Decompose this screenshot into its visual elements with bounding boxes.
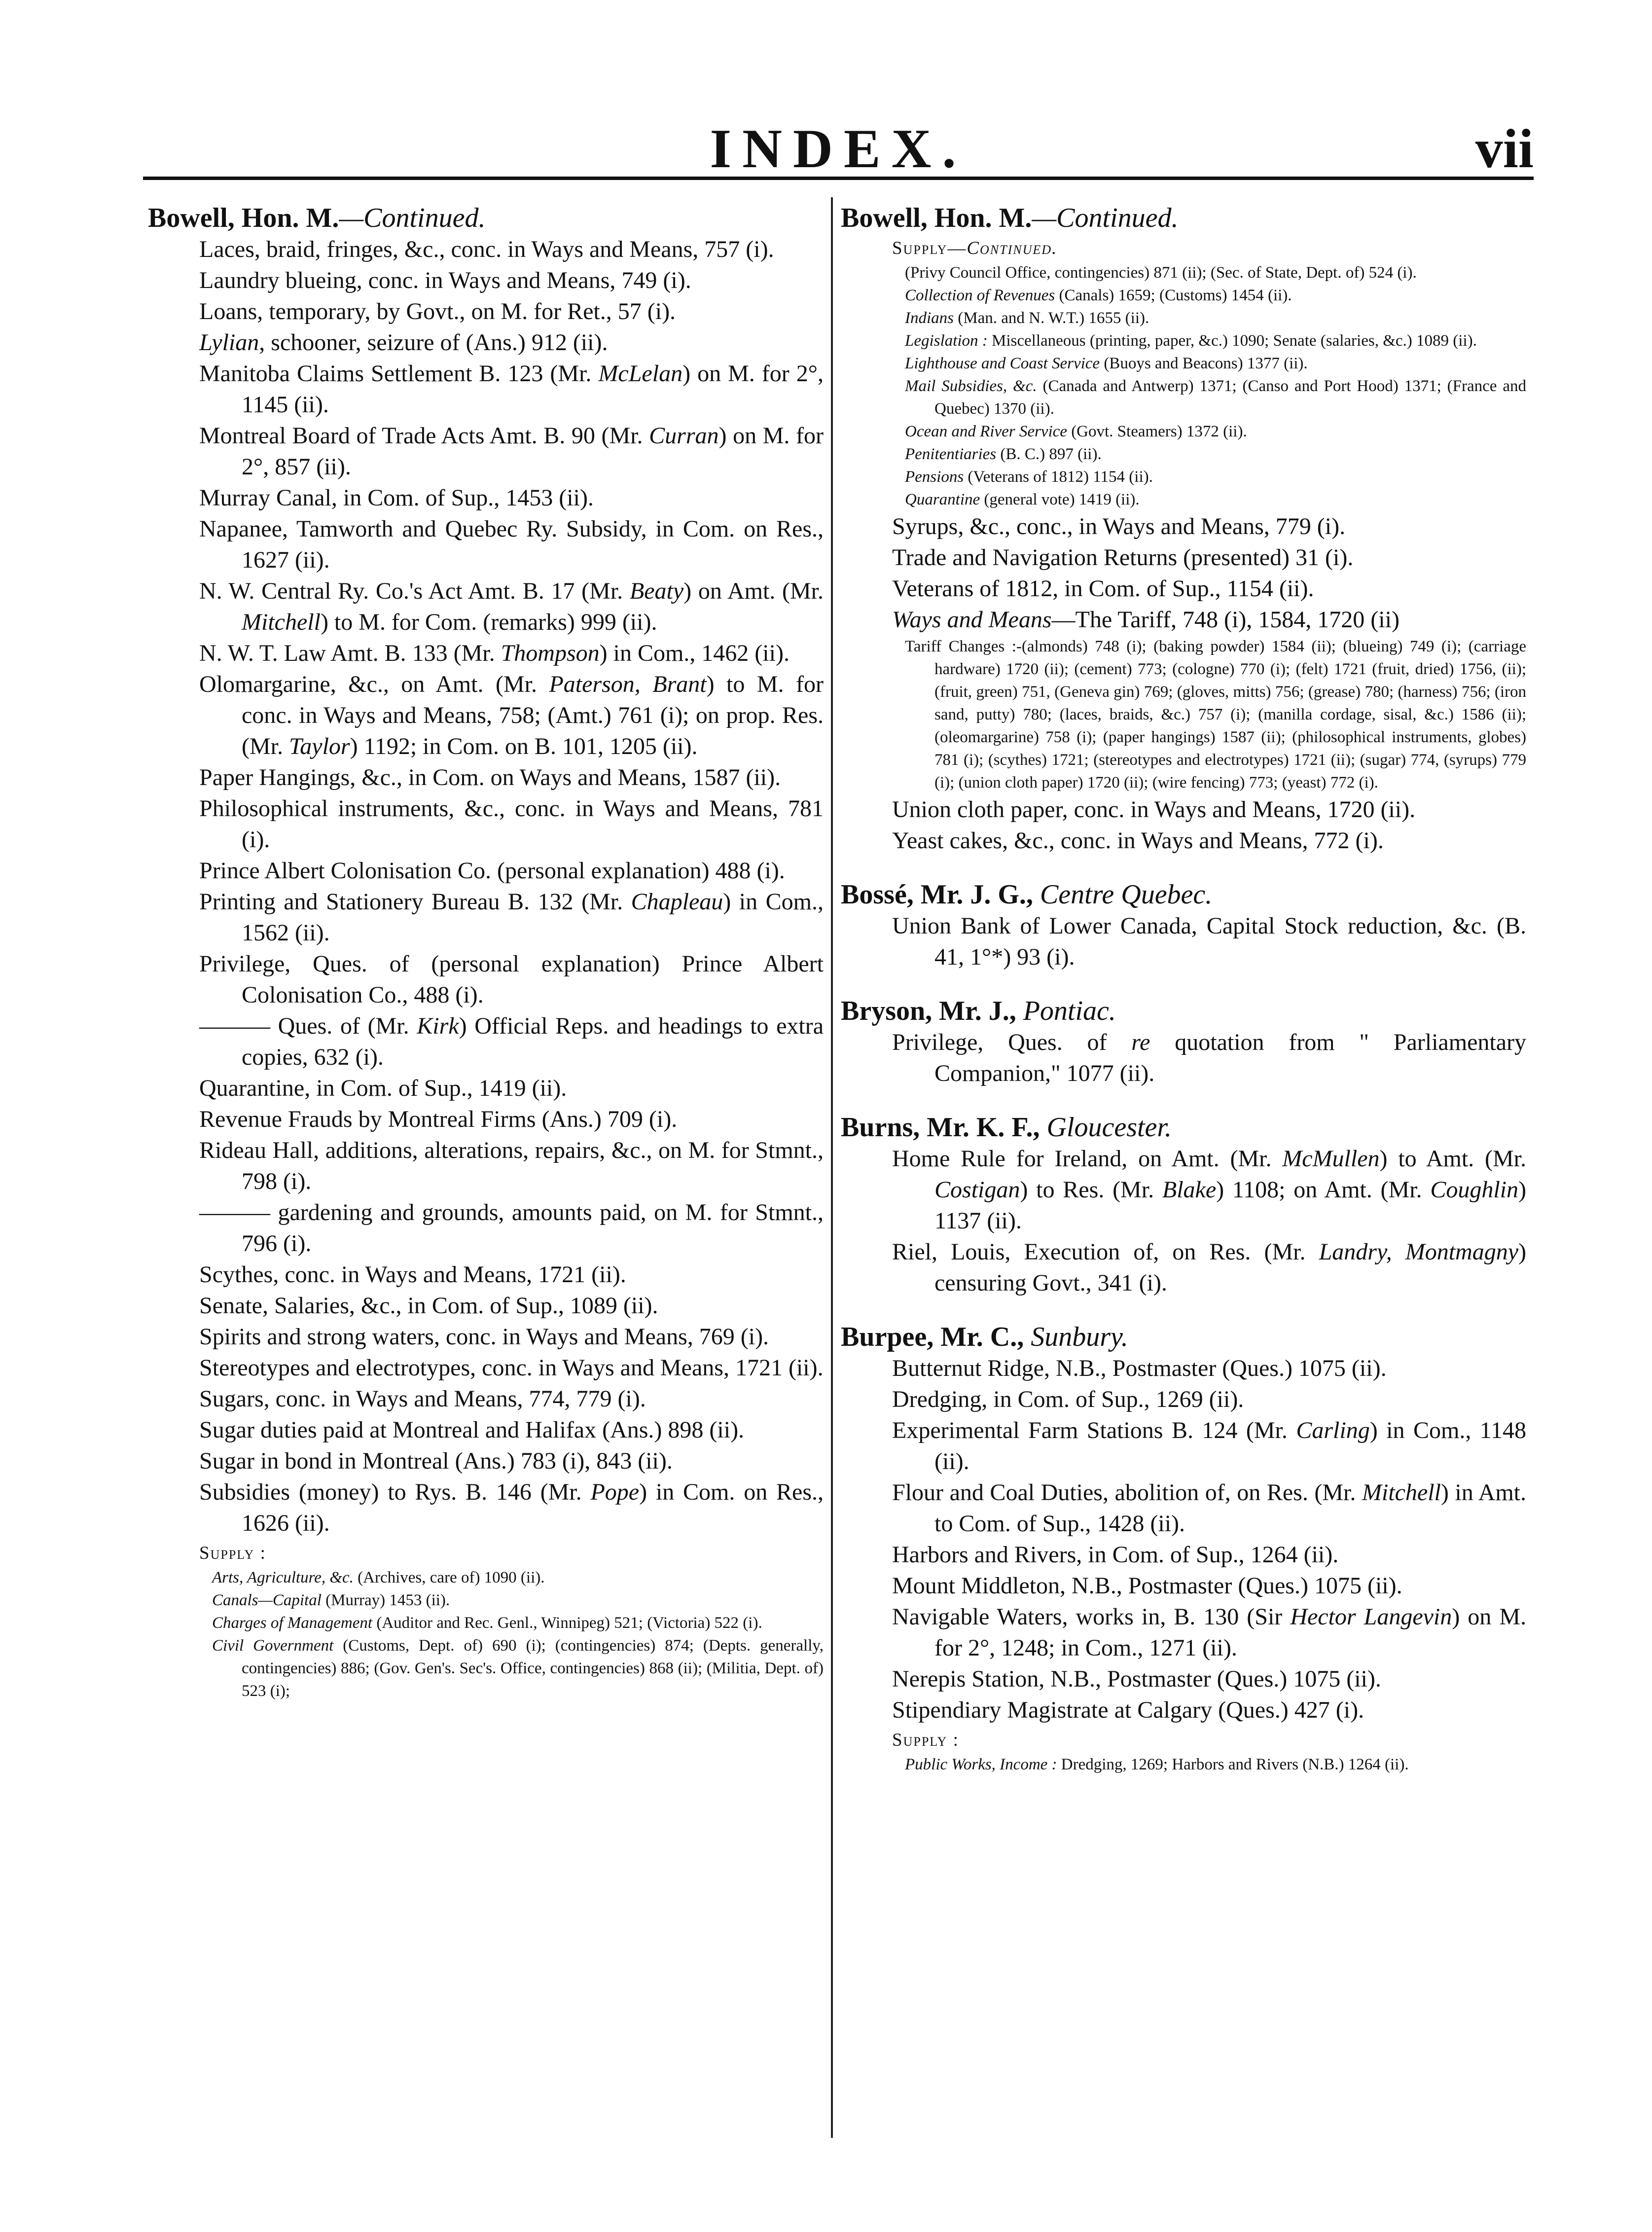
- index-entry: Navigable Waters, works in, B. 130 (Sir Hector Langevin) on M. for 2°, 1248; in Com., 1271 (ii).: [892, 1604, 1526, 1661]
- index-entry: Harbors and Rivers, in Com. of Sup., 1264 (ii).: [892, 1542, 1339, 1568]
- index-entry: Canals—Capital (Murray) 1453 (ii).: [212, 1591, 450, 1609]
- index-entry: Murray Canal, in Com. of Sup., 1453 (ii).: [199, 485, 594, 511]
- index-entry: Laces, braid, fringes, &c., conc. in Ways and Means, 757 (i).: [199, 236, 774, 262]
- index-entry: Sugar in bond in Montreal (Ans.) 783 (i), 843 (ii).: [199, 1448, 673, 1474]
- index-entry: Loans, temporary, by Govt., on M. for Ret., 57 (i).: [199, 298, 676, 324]
- index-entry: Quarantine (general vote) 1419 (ii).: [905, 491, 1140, 508]
- index-entry: ——— Ques. of (Mr. Kirk) Official Reps. and headings to extra copies, 632 (i).: [199, 1013, 824, 1070]
- index-entry: Public Works, Income : Dredging, 1269; Harbors and Rivers (N.B.) 1264 (ii).: [905, 1756, 1409, 1773]
- member-heading: [841, 1321, 1526, 1353]
- index-entry: Trade and Navigation Returns (presented) 31 (i).: [892, 544, 1354, 571]
- index-entry: Napanee, Tamworth and Quebec Ry. Subsidy, in Com. on Res., 1627 (ii).: [199, 516, 824, 573]
- index-entry: Yeast cakes, &c., conc. in Ways and Means, 772 (i).: [892, 828, 1384, 854]
- column-divider: [831, 197, 833, 2138]
- index-entry: Tariff Changes :-(almonds) 748 (i); (baking powder) 1584 (ii); (blueing) 749 (i); (carriage hardware) 1720 (ii); (cement) 773; (cologne) 770 (i); (felt) 1721 (fruit, dried) 1756, (ii); (fruit, green) 751, (Geneva gin) 769; (gloves, mitts) 756; (grease) 780; (harness) 756; (iron sand, putty) 780; (laces, braids, &c.) 757 (i); (manilla cordage, sisal, &c.) 1586 (ii); (oleomargarine) 758 (i); (paper hangings) 1587 (ii); (philosophical instruments, globes) 781 (i); (scythes) 1721; (stereotypes and electrotypes) 1721 (ii); (sugar) 774, (syrups) 779 (i); (union cloth paper) 1720 (ii); (wire fencing) 773; (yeast) 772 (i).: [905, 638, 1526, 792]
- index-entry: Privilege, Ques. of (personal explanation) Prince Albert Colonisation Co., 488 (i).: [199, 951, 824, 1008]
- index-entry: Olomargarine, &c., on Amt. (Mr. Paterson, Brant) to M. for conc. in Ways and Means, 758; (Amt.) 761 (i); on prop. Res. (Mr. Taylor) 1192; in Com. on B. 101, 1205 (ii).: [199, 671, 824, 759]
- member-heading: [841, 1112, 1526, 1143]
- index-entry: Mount Middleton, N.B., Postmaster (Ques.) 1075 (ii).: [892, 1573, 1402, 1599]
- index-entry: Pensions (Veterans of 1812) 1154 (ii).: [905, 468, 1153, 486]
- index-entry: Rideau Hall, additions, alterations, repairs, &c., on M. for Stmnt., 798 (i).: [199, 1137, 824, 1194]
- index-entry: Legislation : Miscellaneous (printing, paper, &c.) 1090; Senate (salaries, &c.) 1089 (ii).: [905, 332, 1477, 350]
- index-entry: Sugar duties paid at Montreal and Halifax (Ans.) 898 (ii).: [199, 1417, 745, 1443]
- member-constituency: —Continued.: [339, 203, 486, 233]
- supply-heading: Supply—Continued.: [892, 238, 1058, 258]
- index-entry: Charges of Management (Auditor and Rec. Genl., Winnipeg) 521; (Victoria) 522 (i).: [212, 1614, 762, 1632]
- member-name: Bowell, Hon. M.: [148, 203, 339, 233]
- index-entry: Montreal Board of Trade Acts Amt. B. 90 (Mr. Curran) on M. for 2°, 857 (ii).: [199, 423, 824, 480]
- index-entry: Indians (Man. and N. W.T.) 1655 (ii).: [905, 309, 1149, 327]
- index-entry: Sugars, conc. in Ways and Means, 774, 779 (i).: [199, 1386, 646, 1412]
- index-entry: Penitentiaries (B. C.) 897 (ii).: [905, 445, 1102, 463]
- index-entry: Quarantine, in Com. of Sup., 1419 (ii).: [199, 1075, 567, 1101]
- index-entry: Nerepis Station, N.B., Postmaster (Ques.) 1075 (ii).: [892, 1666, 1381, 1692]
- member-name: Burpee, Mr. C.,: [841, 1322, 1024, 1352]
- index-entry: Butternut Ridge, N.B., Postmaster (Ques.) 1075 (ii).: [892, 1355, 1387, 1381]
- member-constituency: Gloucester.: [1040, 1112, 1172, 1143]
- page-header: [143, 112, 1534, 180]
- index-entry: Revenue Frauds by Montreal Firms (Ans.) 709 (i).: [199, 1106, 678, 1132]
- page-number: vii: [1475, 118, 1534, 180]
- index-entry: Ocean and River Service (Govt. Steamers) 1372 (ii).: [905, 423, 1247, 440]
- left-column: [148, 202, 824, 1702]
- index-entry: Lighthouse and Coast Service (Buoys and Beacons) 1377 (ii).: [905, 355, 1308, 372]
- index-entry: Stipendiary Magistrate at Calgary (Ques.) 427 (i).: [892, 1697, 1365, 1723]
- index-entry: Flour and Coal Duties, abolition of, on Res. (Mr. Mitchell) in Amt. to Com. of Sup., 1428 (ii).: [892, 1479, 1526, 1537]
- member-name: Bossé, Mr. J. G.,: [841, 879, 1033, 910]
- index-entry: Printing and Stationery Bureau B. 132 (Mr. Chapleau) in Com., 1562 (ii).: [199, 889, 824, 946]
- member-constituency: Sunbury.: [1024, 1322, 1128, 1352]
- member-constituency: —Continued.: [1032, 203, 1179, 233]
- page-title: INDEX.: [710, 118, 967, 180]
- index-entry: Ways and Means—The Tariff, 748 (i), 1584, 1720 (ii): [892, 607, 1400, 633]
- index-entry: N. W. T. Law Amt. B. 133 (Mr. Thompson) in Com., 1462 (ii).: [199, 640, 790, 666]
- index-entry: Riel, Louis, Execution of, on Res. (Mr. Landry, Montmagny) censuring Govt., 341 (i).: [892, 1239, 1526, 1296]
- index-entry: Dredging, in Com. of Sup., 1269 (ii).: [892, 1386, 1244, 1412]
- member-heading: [148, 202, 824, 234]
- index-entry: Laundry blueing, conc. in Ways and Means, 749 (i).: [199, 267, 691, 293]
- index-entry: Subsidies (money) to Rys. B. 146 (Mr. Pope) in Com. on Res., 1626 (ii).: [199, 1479, 824, 1536]
- member-name: Burns, Mr. K. F.,: [841, 1112, 1040, 1143]
- supply-heading: Supply :: [892, 1730, 959, 1750]
- index-entry: Spirits and strong waters, conc. in Ways and Means, 769 (i).: [199, 1324, 769, 1350]
- index-entry: (Privy Council Office, contingencies) 871 (ii); (Sec. of State, Dept. of) 524 (i).: [905, 264, 1417, 282]
- member-heading: [841, 202, 1526, 234]
- index-entry: Senate, Salaries, &c., in Com. of Sup., 1089 (ii).: [199, 1293, 658, 1319]
- index-entry: Union Bank of Lower Canada, Capital Stock reduction, &c. (B. 41, 1°*) 93 (i).: [892, 913, 1526, 970]
- index-entry: Manitoba Claims Settlement B. 123 (Mr. McLelan) on M. for 2°, 1145 (ii).: [199, 360, 824, 418]
- member-name: Bryson, Mr. J.,: [841, 996, 1016, 1026]
- index-entry: Collection of Revenues (Canals) 1659; (Customs) 1454 (ii).: [905, 287, 1292, 304]
- member-name: Bowell, Hon. M.: [841, 203, 1032, 233]
- member-constituency: Centre Quebec.: [1033, 879, 1213, 910]
- index-entry: Mail Subsidies, &c. (Canada and Antwerp) 1371; (Canso and Port Hood) 1371; (France and Quebec) 1370 (ii).: [905, 377, 1527, 418]
- member-heading: [841, 995, 1526, 1027]
- index-entry: Union cloth paper, conc. in Ways and Means, 1720 (ii).: [892, 796, 1416, 823]
- index-entry: Home Rule for Ireland, on Amt. (Mr. McMullen) to Amt. (Mr. Costigan) to Res. (Mr. Blake) 1108; on Amt. (Mr. Coughlin) 1137 (ii).: [892, 1146, 1526, 1234]
- member-heading: [841, 879, 1526, 910]
- index-entry: Experimental Farm Stations B. 124 (Mr. Carling) in Com., 1148 (ii).: [892, 1417, 1527, 1475]
- index-entry: Philosophical instruments, &c., conc. in Ways and Means, 781 (i).: [199, 795, 824, 853]
- index-entry: N. W. Central Ry. Co.'s Act Amt. B. 17 (Mr. Beaty) on Amt. (Mr. Mitchell) to M. for Com. (remarks) 999 (ii).: [199, 578, 824, 635]
- member-constituency: Pontiac.: [1016, 996, 1116, 1026]
- index-entry: Prince Albert Colonisation Co. (personal explanation) 488 (i).: [199, 858, 785, 884]
- index-entry: Paper Hangings, &c., in Com. on Ways and Means, 1587 (ii).: [199, 764, 781, 791]
- index-entry: Syrups, &c., conc., in Ways and Means, 779 (i).: [892, 513, 1346, 540]
- index-entry: Arts, Agriculture, &c. (Archives, care of) 1090 (ii).: [212, 1569, 545, 1586]
- index-entry: Privilege, Ques. of re quotation from " Parliamentary Companion," 1077 (ii).: [892, 1029, 1527, 1086]
- supply-heading: Supply :: [199, 1543, 266, 1563]
- index-entry: Veterans of 1812, in Com. of Sup., 1154 (ii).: [892, 576, 1314, 602]
- index-entry: ——— gardening and grounds, amounts paid, on M. for Stmnt., 796 (i).: [199, 1199, 824, 1257]
- index-entry: Lylian, schooner, seizure of (Ans.) 912 (ii).: [199, 329, 608, 356]
- right-column: [841, 202, 1526, 1776]
- index-entry: Scythes, conc. in Ways and Means, 1721 (ii).: [199, 1261, 626, 1288]
- index-entry: Civil Government (Customs, Dept. of) 690 (i); (contingencies) 874; (Depts. generally, contingencies) 886; (Gov. Gen's. Sec's. Office, contingencies) 868 (ii); (Militia, Dept. of) 523 (i);: [212, 1637, 824, 1700]
- index-entry: Stereotypes and electrotypes, conc. in Ways and Means, 1721 (ii).: [199, 1355, 824, 1381]
